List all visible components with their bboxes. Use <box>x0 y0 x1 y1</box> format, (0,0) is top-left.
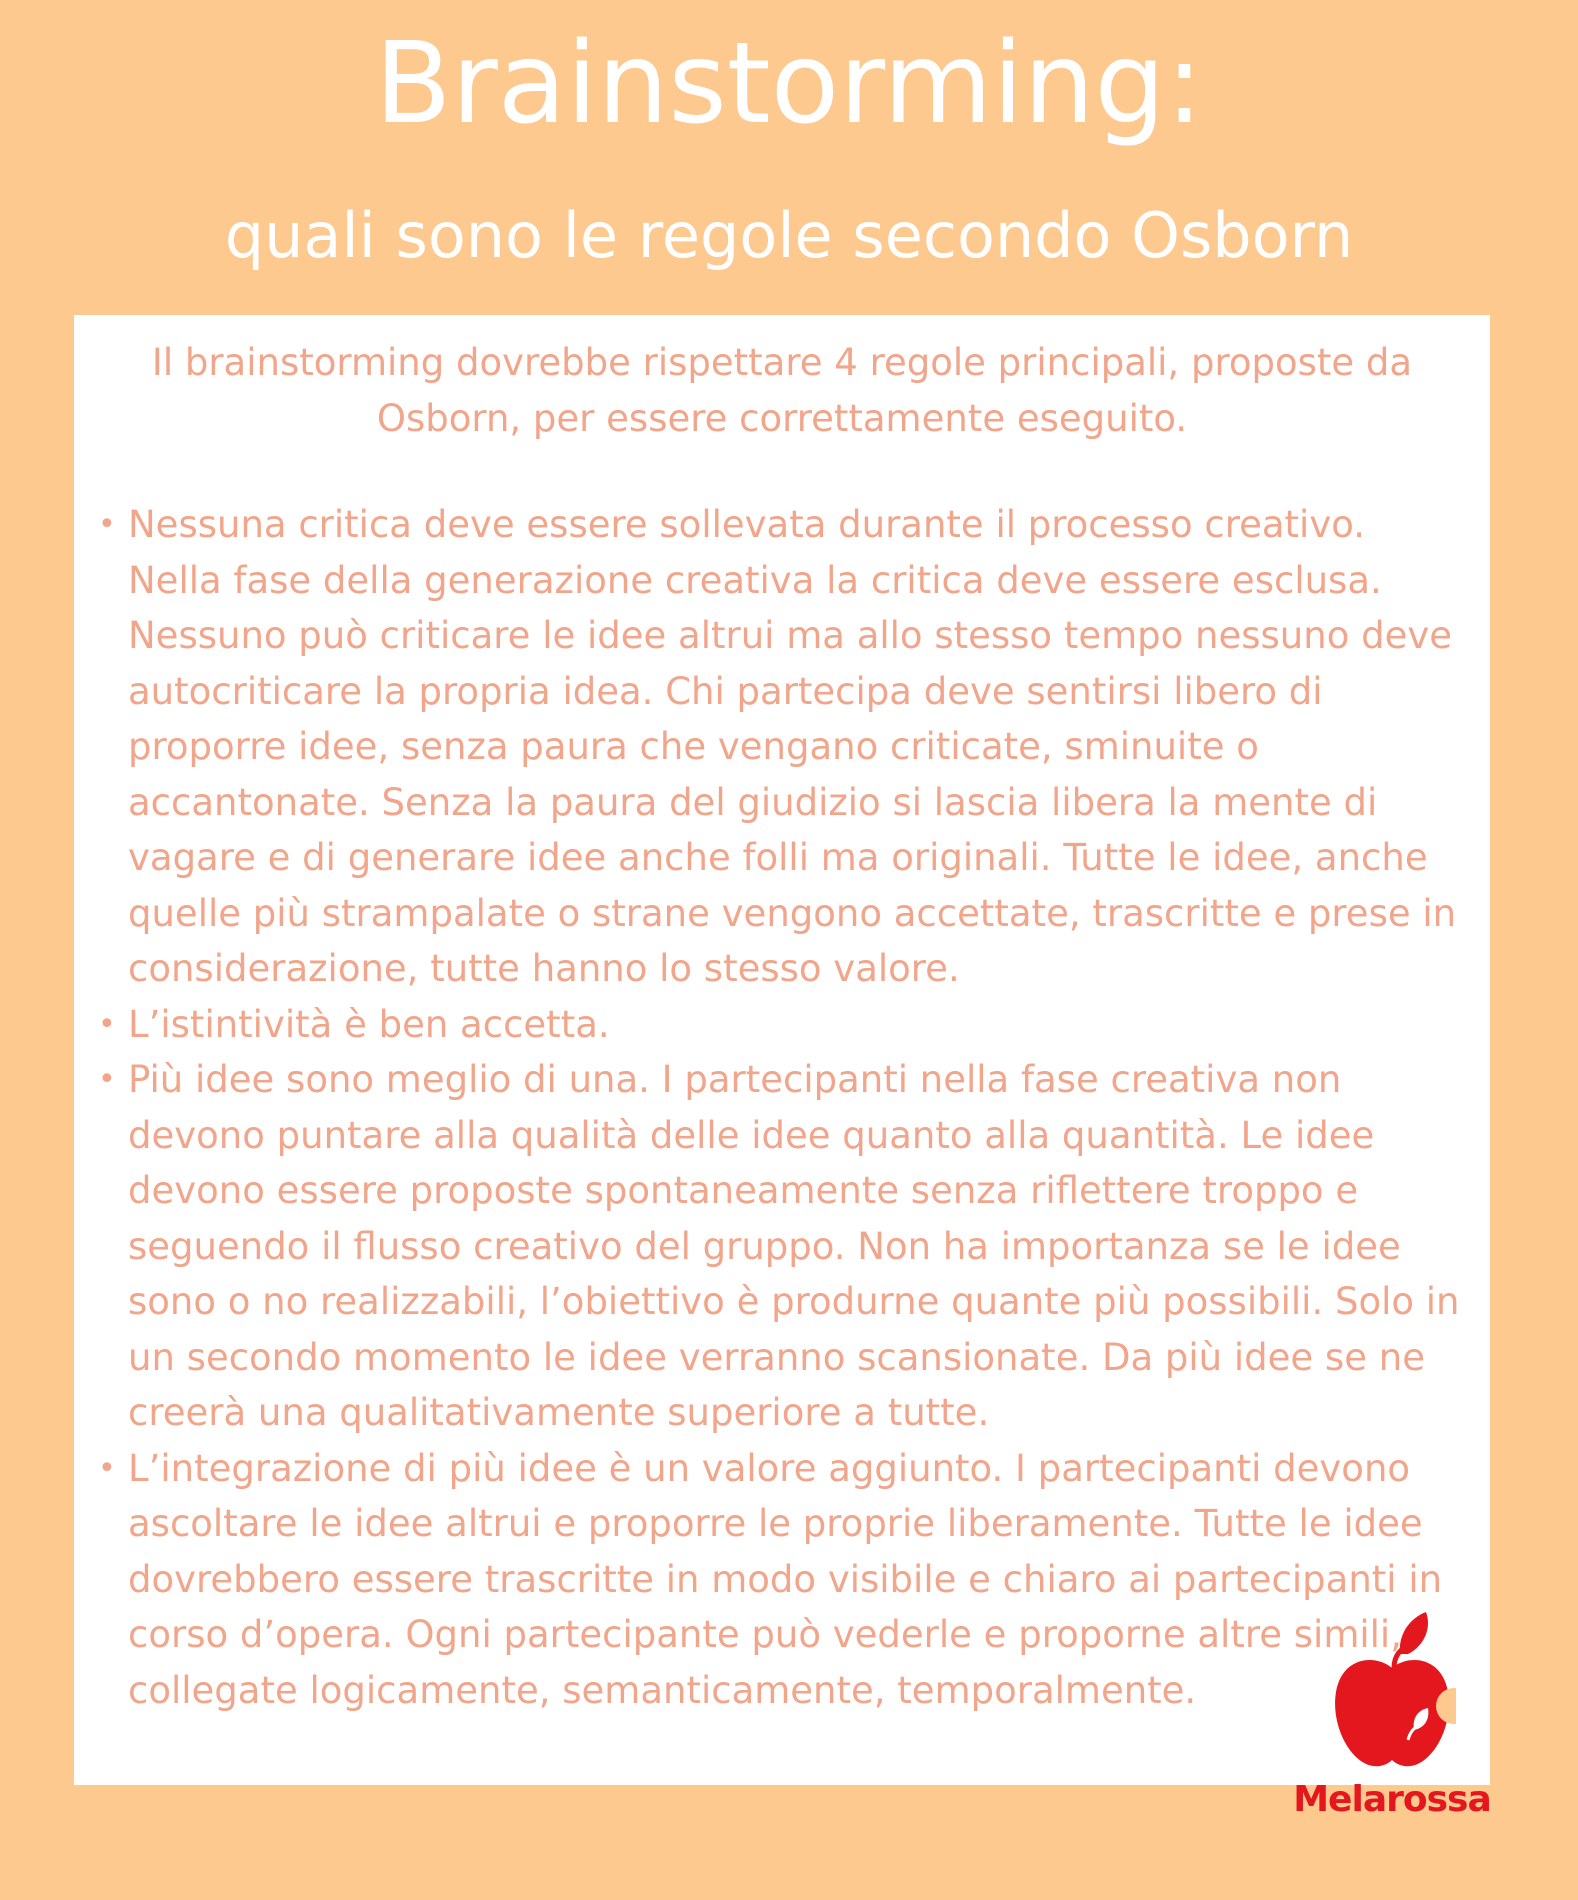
bullet-icon: • <box>98 507 116 542</box>
bullet-icon: • <box>98 1062 116 1097</box>
brand-name: Melarossa <box>1293 1779 1491 1820</box>
bullet-icon: • <box>98 1450 116 1486</box>
rule-item <box>98 1441 1468 1719</box>
rule-text: L’integrazione di più idee è un valore aggiunto. I partecipanti devono ascoltare le idee altrui e proporre le proprie liberamente. Tutte le idee dovrebbero essere trascritte in modo visibile e chiaro ai partecipanti in corso d’opera. Ogni partecipante può vederle e proporne altre simili, collegate logicamente, semanticamente, temporalmente. <box>128 1446 1443 1712</box>
rule-item <box>98 1052 1468 1441</box>
page-title: Brainstorming: <box>374 19 1204 149</box>
content-card <box>74 315 1490 1785</box>
rule-text: Nessuna critica deve essere sollevata durante il processo creativo. Nella fase della generazione creativa la critica deve essere esclusa. Nessuno può criticare le idee altrui ma allo stesso tempo nessuno deve autocriticare la propria idea. Chi partecipa deve sentirsi libero di proporre idee, senza paura che vengano criticate, sminuite o accantonate. Senza la paura del giudizio si lascia libera la mente di vagare e di generare idee anche folli ma originali. Tutte le idee, anche quelle più strampalate o strane vengono accettate, trascritte e prese in considerazione, tutte hanno lo stesso valore. <box>128 503 1457 990</box>
rules-list <box>98 497 1468 1718</box>
page-subtitle: quali sono le regole secondo Osborn <box>224 199 1354 272</box>
rule-item <box>98 997 1468 1053</box>
rule-item <box>98 497 1468 997</box>
apple-icon <box>1328 1610 1456 1772</box>
rule-text: L’istintività è ben accetta. <box>128 1002 610 1046</box>
melarossa-logo <box>1292 1610 1492 1830</box>
rule-text: Più idee sono meglio di una. I partecipanti nella fase creativa non devono puntare alla qualità delle idee quanto alla quantità. Le idee devono essere proposte spontaneamente senza riflettere troppo e seguendo il flusso creativo del gruppo. Non ha importanza se le idee sono o no realizzabili, l’obiettivo è produrne quante più possibili. Solo in un secondo momento le idee verranno scansionate. Da più idee se ne creerà una qualitativamente superiore a tutte. <box>128 1058 1460 1434</box>
bullet-icon: • <box>98 1006 116 1042</box>
intro-text: Il brainstorming dovrebbe rispettare 4 regole principali, proposte da Osborn, per essere correttamente eseguito. <box>151 341 1413 440</box>
